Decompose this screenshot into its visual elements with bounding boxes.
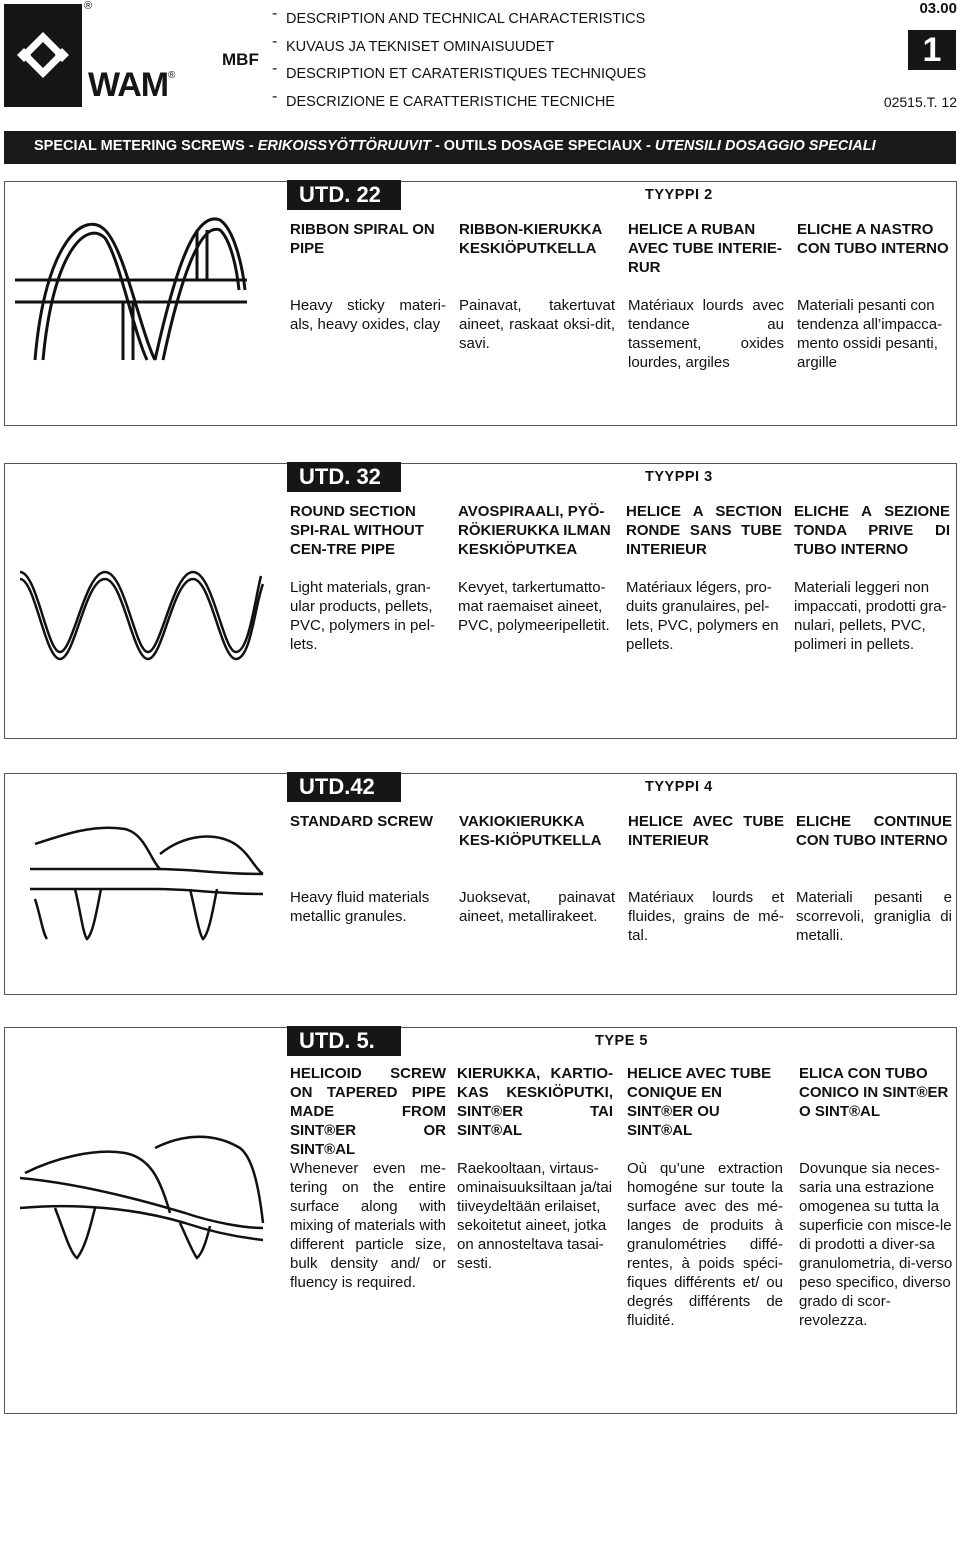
description-fr: Matériaux lourds et fluides, grains de mé-tal. — [628, 889, 784, 944]
heading-fi: AVOSPIRAALI, PYÖ-RÖKIERUKKA ILMAN KESKIÖPUTKEA — [458, 503, 611, 558]
description-it: Materiali leggeri non impaccati, prodotti gra-nulari, pellets, PVC, polimeri in pellets. — [794, 579, 947, 653]
product-code: MBF — [222, 50, 259, 69]
section-utd-32 — [4, 463, 957, 739]
description-fi: Kevyet, tarkertumatto-mat raemaiset aineet, PVC, polymeeripelletit. — [458, 579, 610, 634]
utd-label: UTD.42 — [287, 772, 401, 802]
utd-label: UTD. 32 — [287, 462, 401, 492]
description-fr: Matériaux lourds avec tendance au tassement, oxides lourdes, argiles — [628, 297, 784, 371]
heading-fr: HELICE AVEC TUBE INTERIEUR — [628, 813, 784, 849]
description-fr: Matériaux légers, pro-duits granulaires, pel-lets, PVC, polymers en pellets. — [626, 579, 779, 653]
page-section-code: 03.00 — [919, 0, 957, 17]
heading-it: ELICHE A NASTRO CON TUBO INTERNO — [797, 221, 949, 257]
heading-fr: HELICE AVEC TUBE CONIQUE EN SINT®ER OU SINT®AL — [627, 1065, 772, 1139]
description-fi: Juoksevat, painavat aineet, metallirakeet. — [459, 889, 615, 925]
heading-fi: RIBBON-KIERUKKA KESKIÖPUTKELLA — [459, 221, 602, 257]
registered-mark: ® — [84, 0, 93, 12]
heading-it: ELICHE CONTINUE CON TUBO INTERNO — [796, 813, 952, 849]
description-en: Whenever even me-tering on the entire surface along with mixing of materials with different particle size, bulk density and/ or fluency is required. — [290, 1160, 446, 1291]
type-label: TYYPPI 2 — [645, 187, 713, 203]
heading-it: ELICA CON TUBO CONICO IN SINT®ER O SINT®AL — [799, 1065, 949, 1120]
ribbon-spiral-on-pipe-drawing — [15, 210, 255, 370]
section-utd-22 — [4, 181, 957, 426]
description-fi: Painavat, takertuvat aineet, raskaat oksi-dit, savi. — [459, 297, 615, 352]
type-label: TYYPPI 3 — [645, 469, 713, 485]
description-en: Heavy fluid materials metallic granules. — [290, 889, 430, 925]
heading-fr: HELICE A RUBAN AVEC TUBE INTERIE-RUR — [628, 221, 782, 276]
description-it: Materiali pesanti e scorrevoli, graniglia di metalli. — [796, 889, 952, 944]
document-reference: 02515.T. 12 — [883, 94, 957, 110]
description-it: Materiali pesanti con tendenza all’impacca-mento ossidi pesanti, argille — [797, 297, 943, 371]
heading-fi: VAKIOKIERUKKA KES-KIÖPUTKELLA — [459, 813, 602, 849]
round-section-spiral-drawing — [15, 554, 265, 664]
type-label: TYPE 5 — [595, 1033, 648, 1049]
heading-it: ELICHE A SEZIONE TONDA PRIVE DI TUBO INTERNO — [794, 503, 950, 558]
description-it: Dovunque sia neces-saria una estrazione omogenea su tutta la superficie con misce-le di prodotti a diver-sa granulometria, di-verso peso specifico, diverso grado di scor-revolezza. — [799, 1160, 953, 1329]
heading-fr: HELICE A SECTION RONDE SANS TUBE INTERIEUR — [626, 503, 782, 558]
section-utd-5 — [4, 1027, 957, 1414]
standard-screw-drawing — [15, 814, 265, 944]
description-en: Heavy sticky materi-als, heavy oxides, clay — [290, 297, 446, 333]
brand-registered-mark: ® — [168, 70, 176, 81]
tapered-pipe-helicoid-drawing — [15, 1128, 265, 1268]
heading-en: HELICOID SCREW ON TAPERED PIPE MADE FROM SINT®ER OR SINT®AL — [290, 1065, 446, 1158]
wam-logo-block — [4, 4, 82, 107]
heading-fi: KIERUKKA, KARTIO-KAS KESKIÖPUTKI, SINT®ER TAI SINT®AL — [457, 1065, 613, 1139]
heading-en: RIBBON SPIRAL ON PIPE — [290, 221, 435, 257]
description-fi: Raekooltaan, virtaus-ominaisuuksiltaan ja/tai tiiveydeltään erilaiset, sekoitetut aineet, jotka on annosteltava tasai-sesti. — [457, 1160, 613, 1272]
title-bar: SPECIAL METERING SCREWS - ERIKOISSYÖTTÖRUUVIT - OUTILS DOSAGE SPECIAUX - UTENSILI DOSAGGIO SPECIALI — [4, 131, 956, 164]
heading-en: ROUND SECTION SPI-RAL WITHOUT CEN-TRE PIPE — [290, 503, 424, 558]
utd-label: UTD. 22 — [287, 180, 401, 210]
brand-name: WAM — [88, 66, 169, 104]
description-fr: Où qu’une extraction homogéne sur toute la surface avec des mé-langes de produits à granulométries diffé-rentes, à poids spéci-fiques différents et/ ou degrés différents de fluidité. — [627, 1160, 783, 1329]
description-en: Light materials, gran-ular products, pellets, PVC, polymers in pel-lets. — [290, 579, 436, 653]
type-label: TYYPPI 4 — [645, 779, 713, 795]
section-utd-42 — [4, 773, 957, 995]
heading-en: STANDARD SCREW — [290, 813, 434, 830]
page-number-badge: 1 — [908, 30, 956, 70]
diamond-logo-icon — [4, 4, 82, 107]
utd-label: UTD. 5. — [287, 1026, 401, 1056]
